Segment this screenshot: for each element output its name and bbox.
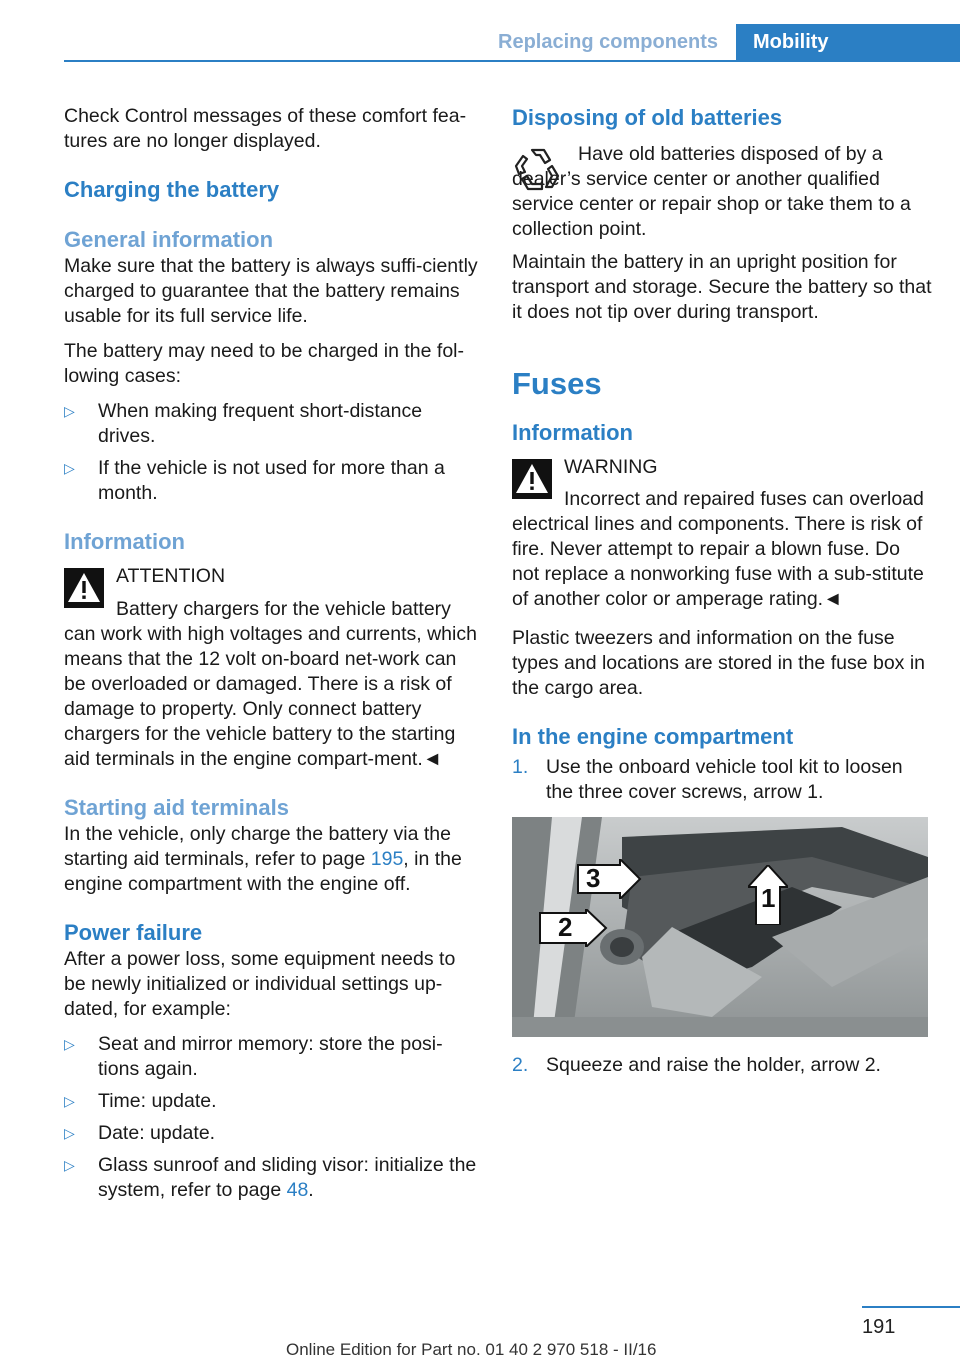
fuses-heading: Fuses <box>512 366 602 401</box>
triangle-bullet-icon: ▷ <box>64 460 75 476</box>
general-paragraph-1: Make sure that the battery is always suffi-ciently charged to guarantee that the battery remains usable for its full service life. <box>64 255 478 327</box>
step-item: 1. Use the onboard vehicle tool kit to loosen the three cover screws, arrow 1. <box>512 756 903 803</box>
page-number: 191 <box>862 1316 896 1338</box>
list-item: ▷ Seat and mirror memory: store the posi-tions again. <box>64 1033 443 1080</box>
running-header-chapter-tab: Mobility <box>736 24 960 62</box>
footer-rule <box>862 1306 960 1308</box>
general-information-heading: General information <box>64 227 274 252</box>
list-item: ▷ Date: update. <box>64 1122 216 1144</box>
attention-text: Battery chargers for the vehicle battery can work with high voltages and currents, which means that the 12 volt on-board net-work can be overloaded or damaged. There is a risk of damage to property. Only connect battery chargers for the vehicle battery to the starting aid terminals in the engine compart-ment.◄ <box>64 598 477 770</box>
tweezers-paragraph: Plastic tweezers and information on the fuse types and locations are stored in the fuse box in the cargo area. <box>512 627 926 699</box>
warning-notice <box>512 455 932 612</box>
general-paragraph-2: The battery may need to be charged in the fol-lowing cases: <box>64 340 464 387</box>
triangle-bullet-icon: ▷ <box>64 1036 75 1052</box>
terminals-paragraph: In the vehicle, only charge the battery via the starting aid terminals, refer to page 195, in the engine compartment with the engine off. <box>64 823 462 895</box>
right-column <box>512 104 932 1085</box>
triangle-bullet-icon: ▷ <box>64 1125 75 1141</box>
list-item: ▷ If the vehicle is not used for more than a month. <box>64 457 445 504</box>
power-failure-heading: Power failure <box>64 920 203 945</box>
list-item: ▷ When making frequent short-distance drives. <box>64 400 423 447</box>
list-item: ▷ Glass sunroof and sliding visor: initialize the system, refer to page 48. <box>64 1154 477 1201</box>
arrow-label-1: 1 <box>748 865 788 925</box>
attention-notice <box>64 564 478 772</box>
power-failure-paragraph: After a power loss, some equipment needs to be newly initialized or individual settings up-dated, for example: <box>64 948 456 1020</box>
information-heading: Information <box>64 529 185 554</box>
left-column <box>64 104 478 1217</box>
starting-aid-terminals-heading: Starting aid terminals <box>64 795 289 820</box>
edition-note: Online Edition for Part no. 01 40 2 970 518 - II/16 <box>286 1340 657 1359</box>
recycling-notice <box>512 142 932 242</box>
disposing-text: Have old batteries disposed of by a dealer’s service center or another qualified service center or repair shop or take them to a collection point. <box>512 143 911 240</box>
warning-triangle-icon <box>512 459 552 499</box>
arrow-label-2: 2 <box>538 909 608 947</box>
header-rule <box>64 60 960 62</box>
fuse-steps-list <box>512 755 932 805</box>
warning-label: WARNING <box>564 456 658 478</box>
page-link-195[interactable]: 195 <box>370 848 404 870</box>
triangle-bullet-icon: ▷ <box>64 1157 75 1173</box>
fuses-information-heading: Information <box>512 420 633 445</box>
triangle-bullet-icon: ▷ <box>64 403 75 419</box>
power-failure-list <box>64 1032 478 1203</box>
engine-compartment-figure <box>512 817 928 1037</box>
warning-triangle-icon <box>64 568 104 608</box>
engine-compartment-heading: In the engine compartment <box>512 724 794 749</box>
intro-paragraph: Check Control messages of these comfort fea-tures are no longer displayed. <box>64 105 467 152</box>
disposing-heading: Disposing of old batteries <box>512 105 783 130</box>
fuse-steps-list-continued <box>512 1053 932 1078</box>
page-link-48[interactable]: 48 <box>286 1179 309 1201</box>
running-header-section: Replacing components <box>498 31 719 53</box>
step-item: 2. Squeeze and raise the holder, arrow 2. <box>512 1054 881 1076</box>
upright-paragraph: Maintain the battery in an upright position for transport and storage. Secure the battery so that it does not tip over during transport. <box>512 251 932 323</box>
triangle-bullet-icon: ▷ <box>64 1093 75 1109</box>
charging-heading: Charging the battery <box>64 177 280 202</box>
attention-label: ATTENTION <box>116 565 226 587</box>
charging-cases-list <box>64 399 478 506</box>
list-item: ▷ Time: update. <box>64 1090 217 1112</box>
recycle-icon <box>512 144 564 196</box>
warning-text: Incorrect and repaired fuses can overload electrical lines and components. There is risk of fire. Never attempt to repair a blown fuse. Do not replace a nonworking fuse with a sub-stitute of another color or amperage rating.◄ <box>512 488 924 610</box>
arrow-label-3: 3 <box>576 859 642 899</box>
